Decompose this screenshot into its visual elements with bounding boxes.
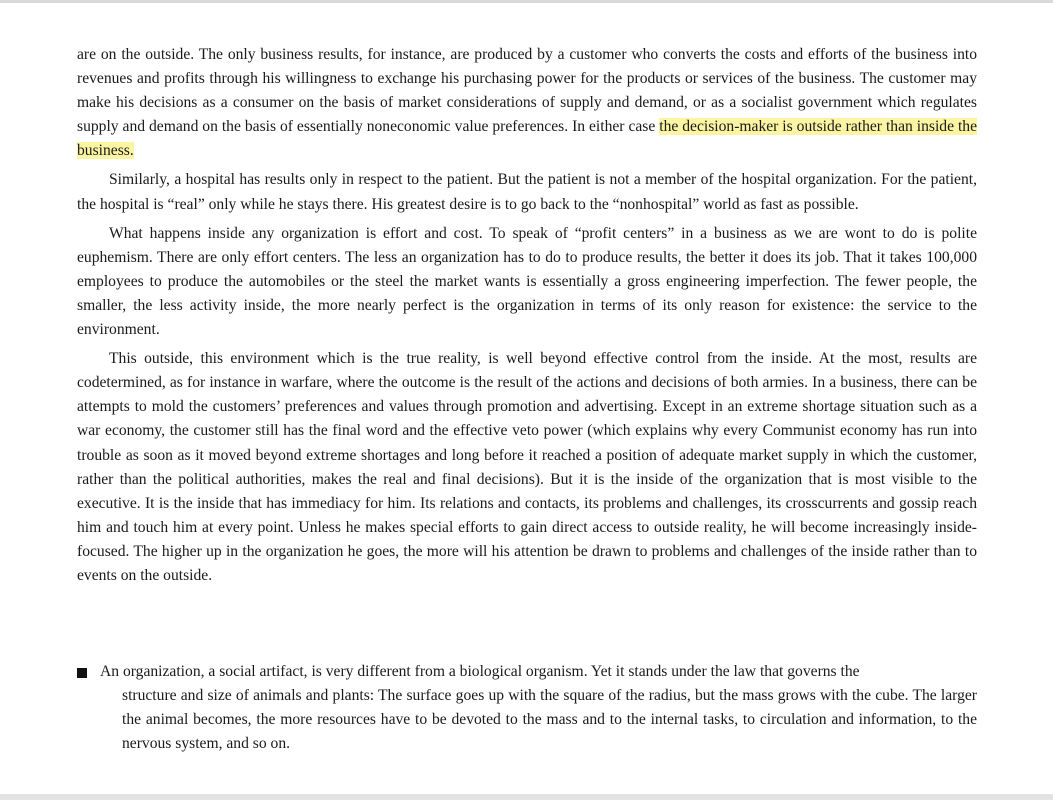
bullet-continuation: structure and size of animals and plants: The surface goes up with the square of the radius, but the mass grows with the cube. The larger the animal becomes, the more resources have to be devoted to the mass and to the internal tasks, to circulation and information, to the nervous system, and so on. bbox=[122, 687, 977, 753]
bottom-page-edge bbox=[0, 794, 1053, 800]
bullet-list-item bbox=[77, 660, 977, 756]
paragraph-4: This outside, this environment which is the true reality, is well beyond effective control from the inside. At the most, results are codetermined, as for instance in warfare, where the outcome is the result of the actions and decisions of both armies. In a business, there can be attempts to mold the customers’ preferences and values through promotion and advertising. Except in an extreme shortage situation such as a war economy, the customer still has the final word and the effective veto power (which explains why every Communist economy has run into trouble as soon as it moved beyond extreme shortages and long before it reached a position of adequate market supply in which the customer, rather than the political authorities, makes the real and final decisions). But it is the inside of the organization that is most visible to the executive. It is the inside that has immediacy for him. Its relations and contacts, its problems and challenges, its crosscurrents and gossip reach him and touch him at every point. Unless he makes special efforts to gain direct access to outside reality, he will become increasingly inside-focused. The higher up in the organization he goes, the more will his attention be drawn to problems and challenges of the inside rather than to events on the outside. bbox=[77, 350, 977, 584]
paragraph-2: Similarly, a hospital has results only in respect to the patient. But the patient is not a member of the hospital organization. For the patient, the hospital is “real” only while he stays there. His greatest desire is to go back to the “nonhospital” world as fast as possible. bbox=[77, 171, 977, 213]
document-body bbox=[77, 43, 977, 593]
paragraph-3: What happens inside any organization is effort and cost. To speak of “profit centers” in a business as we are wont to do is polite euphemism. There are only effort centers. The less an organization has to do to produce results, the better it does its job. That it takes 100,000 employees to produce the automobiles or the steel the market wants is essentially a gross engineering imperfection. The fewer people, the smaller, the less activity inside, the more nearly perfect is the organization in terms of its only reason for existence: the service to the environment. bbox=[77, 224, 977, 339]
highlighted-text[interactable]: the decision-maker is outside rather than inside the business. bbox=[77, 118, 977, 160]
paragraph-1 bbox=[77, 43, 977, 163]
bullet-first-line: An organization, a social artifact, is very different from a biological organism. Yet it stands under the law that governs the bbox=[100, 663, 860, 680]
top-page-edge bbox=[0, 0, 1053, 3]
bullet-item-text bbox=[100, 660, 977, 756]
bullet-list bbox=[77, 660, 977, 756]
square-bullet-icon bbox=[77, 668, 87, 678]
paragraph-1-text: are on the outside. The only business results, for instance, are produced by a customer who converts the costs and efforts of the business into revenues and profits through his willingness to exchange his purchasing power for the products or services of the business. The customer may make his decisions as a consumer on the basis of market considerations of supply and demand, or as a socialist government which regulates supply and demand on the basis of essentially noneconomic value preferences. In either case bbox=[77, 46, 977, 136]
